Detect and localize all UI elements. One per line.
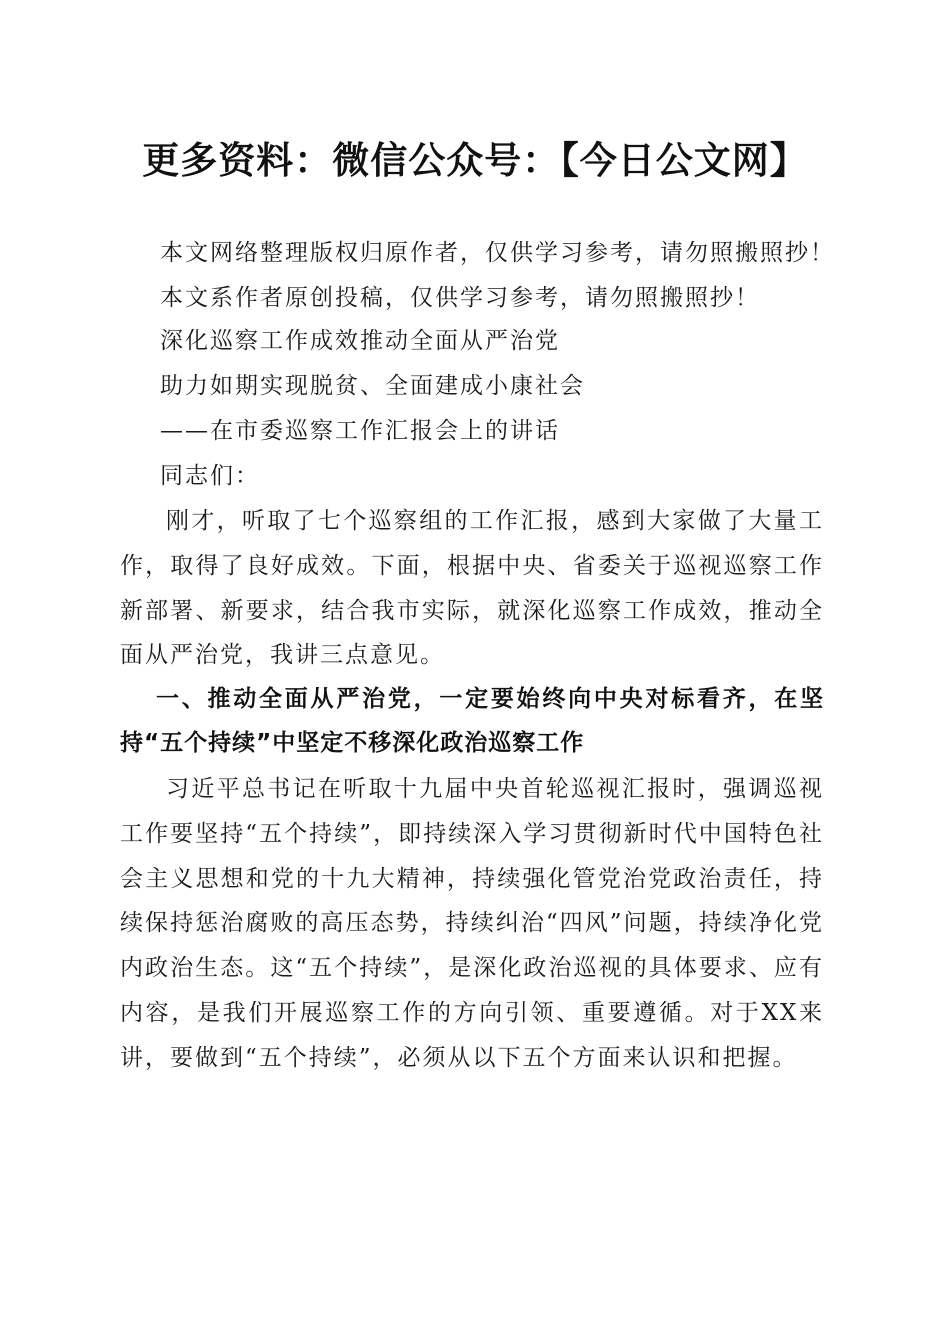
header-title: 更多资料：微信公众号：【今日公文网】 [142,138,808,182]
speech-title-line-2: 助力如期实现脱贫、全面建成小康社会 [160,373,585,399]
copyright-notice-1: 本文网络整理版权归原作者，仅供学习参考，请勿照搬照抄！ [160,240,835,266]
section-1-heading: 一、推动全面从严治党，一定要始终向中央对标看齐，在坚持“五个持续”中坚定不移深化政治巡察工作 [120,686,824,756]
salutation: 同志们： [160,463,260,489]
intro-paragraph: 刚才，听取了七个巡察组的工作汇报，感到大家做了大量工作，取得了良好成效。下面，根据中央、省委关于巡视巡察工作新部署、新要求，结合我市实际，就深化巡察工作成效，推动全面从严治党，我讲三点意见。 [120,508,824,669]
speech-title-line-1: 深化巡察工作成效推动全面从严治党 [160,328,560,354]
copyright-notice-2: 本文系作者原创投稿，仅供学习参考，请勿照搬照抄！ [160,285,760,311]
section-1-paragraph: 习近平总书记在听取十九届中央首轮巡视汇报时，强调巡视工作要坚持“五个持续”，即持续深入学习贯彻新时代中国特色社会主义思想和党的十九大精神，持续强化管党治党政治责任，持续保持惩治腐败的高压态势，持续纠治“四风”问题，持续净化党内政治生态。这“五个持续”，是深化政治巡视的具体要求、应有内容，是我们开展巡察工作的方向引领、重要遵循。对于XX来讲，要做到“五个持续”，必须从以下五个方面来认识和把握。 [120,776,824,1071]
speech-subtitle: ——在市委巡察工作汇报会上的讲话 [160,418,560,444]
